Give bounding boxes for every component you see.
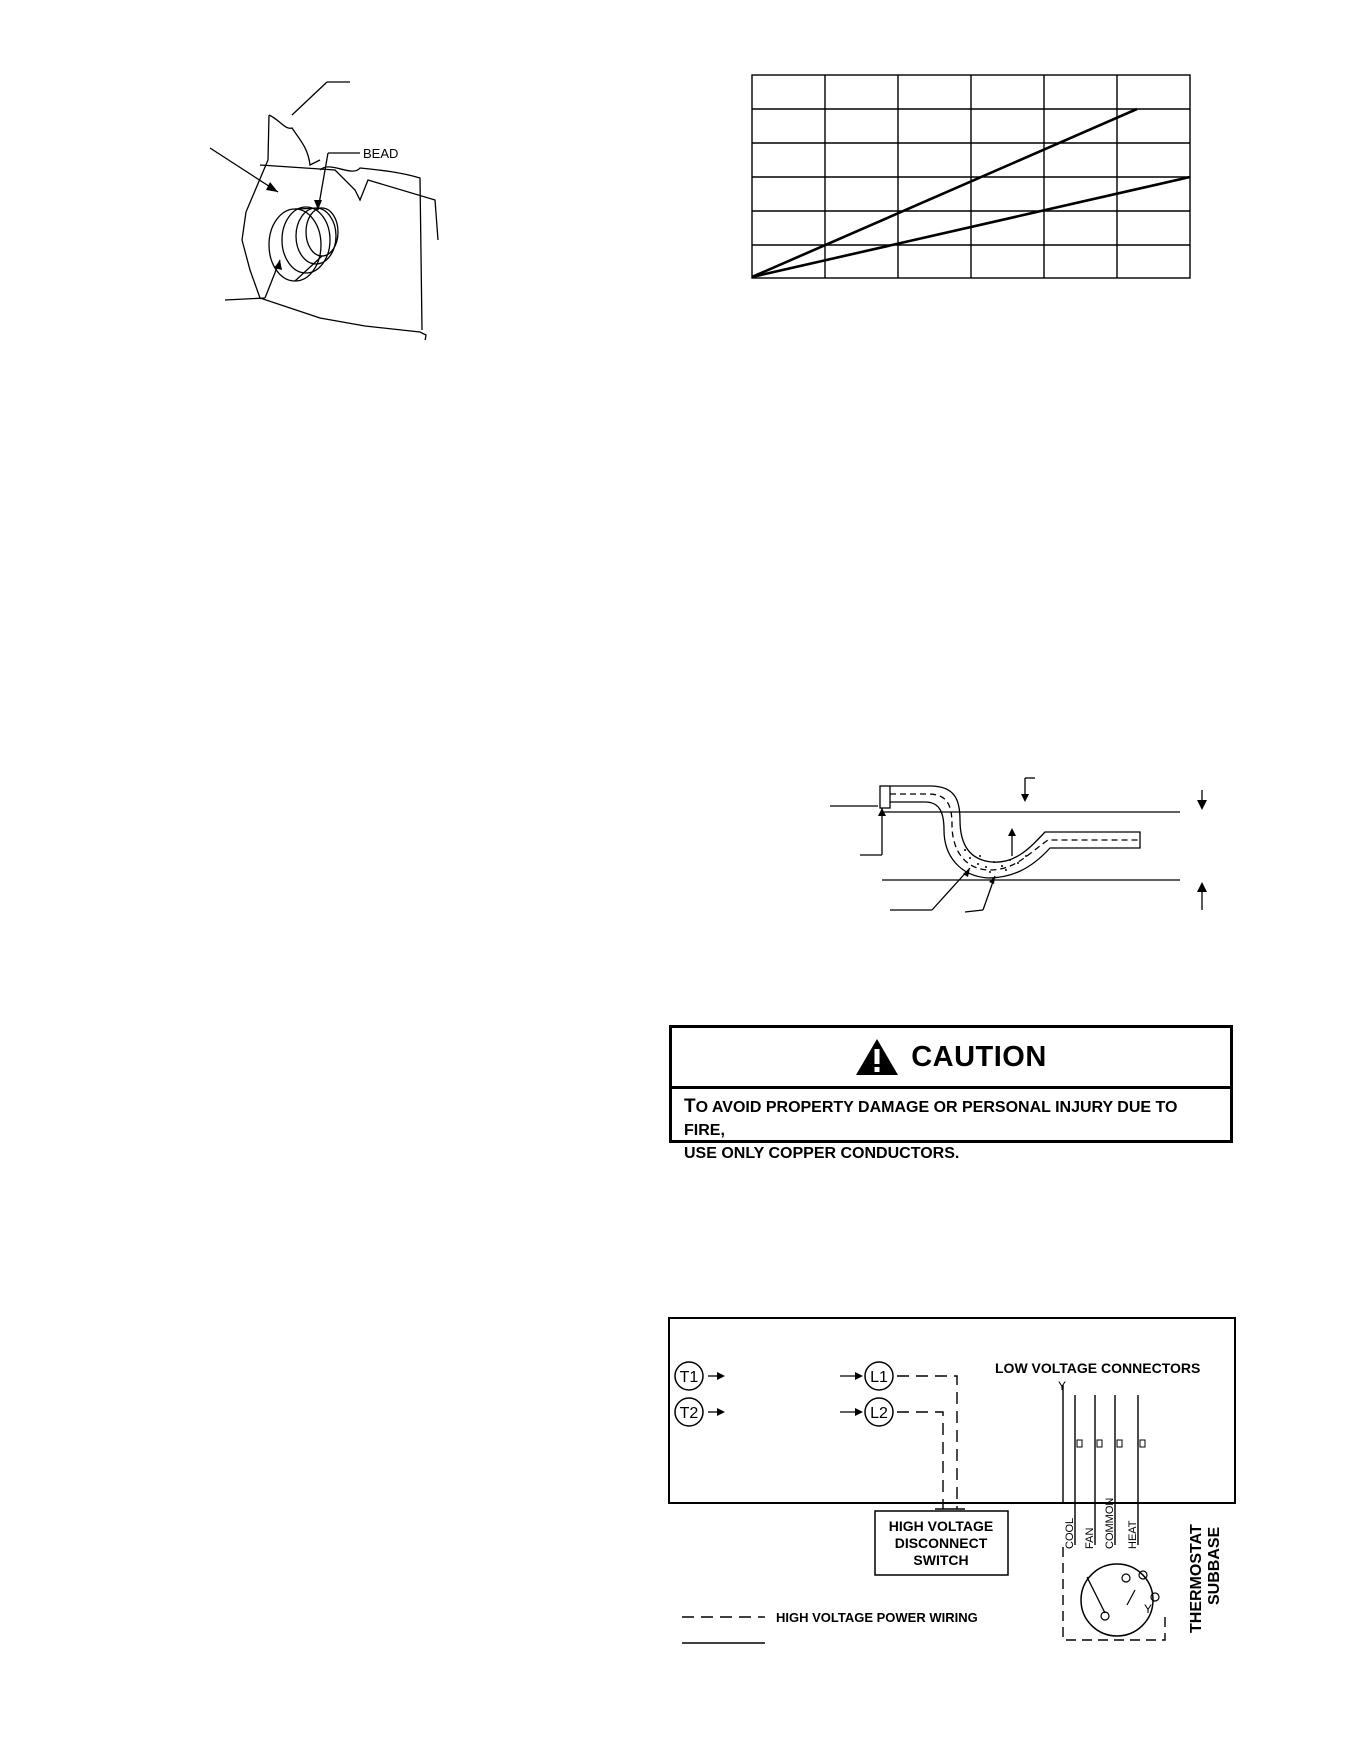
subbase-heat: HEAT	[1127, 1520, 1139, 1549]
terminal-t1: T1	[679, 1369, 699, 1386]
disconnect-line3: SWITCH	[913, 1552, 969, 1568]
terminal-t2: T2	[679, 1405, 699, 1422]
duct-collar-figure	[180, 60, 480, 340]
low-voltage-title: LOW VOLTAGE CONNECTORS	[995, 1360, 1201, 1376]
subbase-cool: COOL	[1064, 1517, 1076, 1549]
caution-box	[669, 1025, 1233, 1162]
drain-trap-figure	[820, 770, 1220, 920]
subbase-common: COMMON	[1104, 1497, 1116, 1549]
thermostat-label: THERMOSTAT	[1188, 1524, 1205, 1633]
chart-line-upper	[752, 109, 1137, 277]
warning-triangle-icon	[855, 1038, 899, 1076]
caution-text	[672, 1089, 1230, 1171]
y-connector-label: Y	[1058, 1379, 1067, 1393]
subbase-fan: FAN	[1084, 1527, 1096, 1549]
grid-chart-figure	[745, 70, 1195, 285]
caution-title: CAUTION	[911, 1040, 1047, 1073]
subbase-y-label: Y	[1144, 1602, 1153, 1616]
disconnect-line1: HIGH VOLTAGE	[888, 1518, 994, 1534]
terminal-l1: L1	[870, 1369, 888, 1386]
wiring-diagram	[665, 1315, 1240, 1645]
bead-label: BEAD	[363, 146, 399, 161]
caution-line2: USE ONLY COPPER CONDUCTORS.	[684, 1145, 960, 1162]
subbase-label: SUBBASE	[1206, 1526, 1223, 1605]
caution-header	[672, 1028, 1230, 1089]
legend-high-voltage: HIGH VOLTAGE POWER WIRING	[776, 1610, 978, 1625]
caution-line1: O AVOID PROPERTY DAMAGE OR PERSONAL INJURY DUE TO FIRE,	[684, 1099, 1178, 1139]
disconnect-line2: DISCONNECT	[894, 1535, 988, 1551]
terminal-l2: L2	[870, 1405, 888, 1422]
caution-line1-lead: T	[684, 1096, 696, 1117]
